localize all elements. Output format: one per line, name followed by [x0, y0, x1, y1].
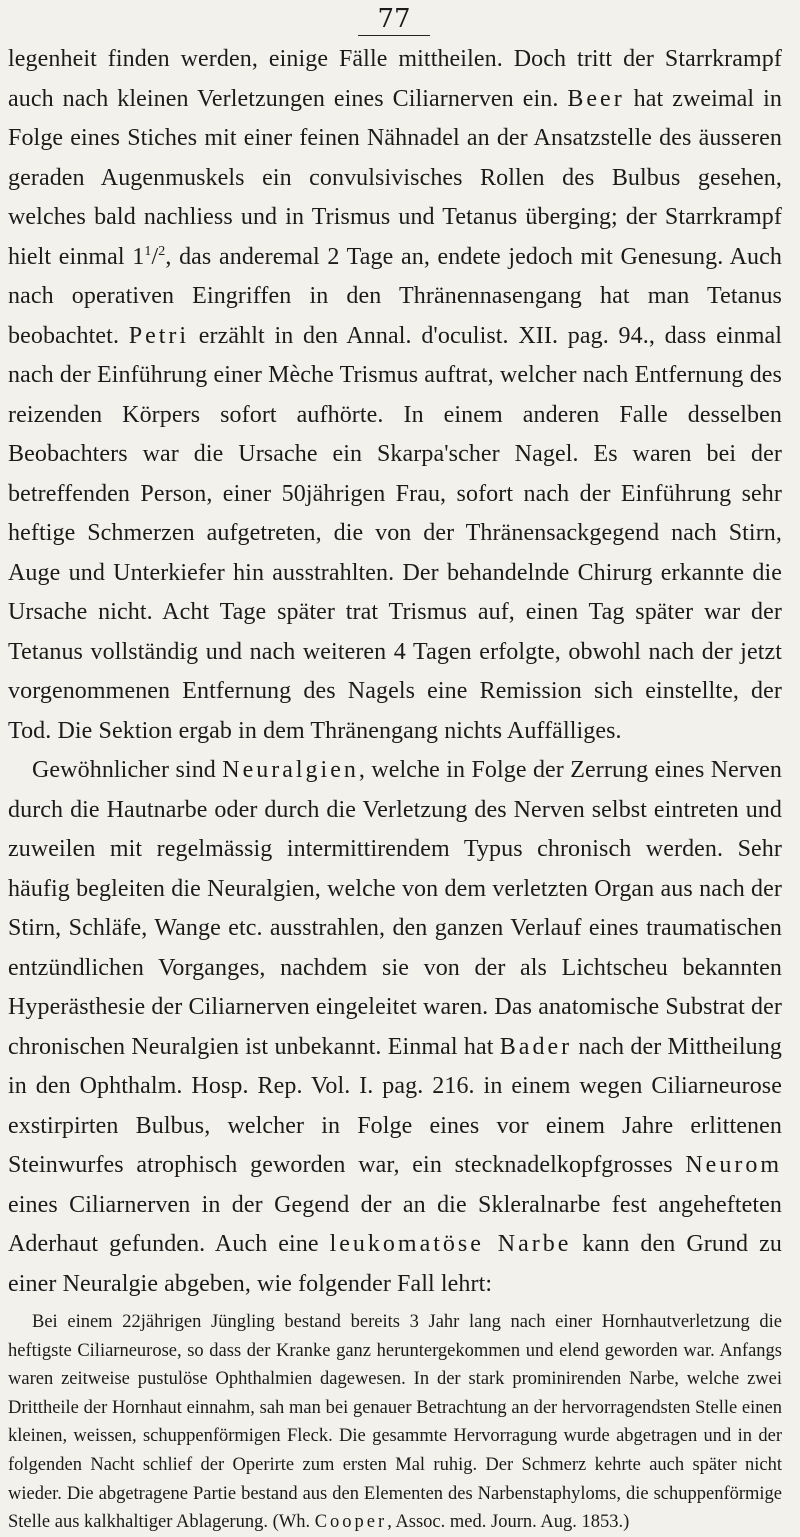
- paragraph-neuralgien: [8, 751, 782, 1304]
- text-run: , welche in Folge der Zerrung eines Nerven durch die Hautnarbe oder durch die Verletzung des Nerven selbst eintreten und zuweilen mit regelmässig intermittirendem Typus chronisch werden. Sehr häufig begleiten die Neuralgien, welche von dem verletzten Organ aus nach der Stirn, Schläfe, Wange etc. ausstrahlen, den ganzen Verlauf eines traumatischen entzündlichen Vorganges, nachdem sie von der als Lichtscheu bekannten Hyperästhesie der Ciliarnerven eingeleitet waren. Das anatomische Substrat der chronischen Neuralgien ist unbekannt. Einmal hat: [8, 757, 782, 1060]
- spaced-name: Beer: [567, 85, 625, 112]
- spaced-name: Bader: [499, 1033, 573, 1060]
- text-run: erzählt in den Annal. d'oculist. XII. pag. 94., dass einmal nach der Einführung einer Mèche Trismus auftrat, welcher nach Entfernung des reizenden Körpers sofort aufhörte. In einem anderen Falle desselben Beobachters war die Ursache ein Skarpa'scher Nagel. Es waren bei der betreffenden Person, einer 50jährigen Frau, sofort nach der Einführung sehr heftige Schmerzen aufgetreten, die von der Thränensackgegend nach Stirn, Auge und Unterkiefer hin ausstrahlten. Der behandelnde Chirurg erkannte die Ursache nicht. Acht Tage später trat Trismus auf, einen Tag später war der Tetanus vollständig und nach weiteren 4 Tagen erfolgte, obwohl nach der jetzt vorgenommenen Entfernung des Nagels eine Remission sich einstellte, der Tod. Die Sektion ergab in dem Thränengang nichts Auffälliges.: [8, 322, 782, 744]
- fraction-digit: 1: [144, 243, 152, 259]
- text-run: nach der Mittheilung in den Ophthalm. Hosp. Rep. Vol. I. pag. 216. in einem wegen Ciliarneurose exstirpirten Bulbus, welcher in Folge eines vor einem Jahre erlittenen Steinwurfes atrophisch geworden war, ein stecknadelkopfgrosses: [8, 1033, 782, 1178]
- text-run: eines Ciliarnerven in der Gegend der an die Skleralnarbe fest angehefteten Aderhaut gefunden. Auch eine: [8, 1191, 782, 1257]
- spaced-name: Cooper: [314, 1512, 388, 1533]
- text-run: /: [151, 243, 159, 270]
- text-run: hat zweimal in Folge eines Stiches mit einer feinen Nähnadel an der Ansatzstelle des äusseren geraden Augenmuskels ein convulsivisches Rollen des Bulbus gesehen, welches bald nachliess und in Trismus und Tetanus überging; der Starrkrampf hielt einmal 1: [8, 85, 783, 270]
- spaced-name: leukomatöse Narbe: [329, 1231, 572, 1257]
- text-run: Bei einem 22jährigen Jüngling bestand bereits 3 Jahr lang nach einer Hornhautverletzung die heftigste Ciliarneurose, so dass der Kranke ganz heruntergekommen und elend geworden war. Anfangs waren zeitweise pustulöse Ophthalmien dagewesen. In der stark prominirenden Narbe, welche zwei Drittheile der Hornhaut einnahm, sah man bei genauer Betrachtung an der hervorragendsten Stelle einen kleinen, weissen, schuppenförmigen Fleck. Die gesammte Hervorragung wurde abgetragen und in der folgenden Nacht schlief der Operirte zum ersten Mal ruhig. Der Schmerz kehrte auch später nicht wieder. Die abgetragene Partie bestand aus den Elementen des Narbenstaphyloms, die schuppenförmige Stelle aus kalkhaltiger Ablagerung. (Wh.: [8, 1312, 782, 1533]
- text-run: kann den Grund zu einer Neuralgie abgeben, wie folgender Fall lehrt:: [8, 1231, 782, 1297]
- text-run: , Assoc. med. Journ. Aug. 1853.): [387, 1512, 630, 1533]
- body-text: [8, 40, 782, 1537]
- case-report-small-print: [8, 1308, 782, 1537]
- spaced-name: Neurom: [685, 1152, 782, 1178]
- spaced-name: Neuralgien: [222, 757, 359, 783]
- page-number: 77: [358, 4, 430, 36]
- text-run: Gewöhnlicher sind: [32, 757, 223, 783]
- paragraph-continued: [8, 40, 782, 751]
- text-run: legenheit finden werden, einige Fälle mittheilen. Doch tritt der Starrkrampf auch nach kleinen Verletzungen eines Ciliarnerven ein.: [8, 46, 782, 112]
- text-run: , das anderemal 2 Tage an, endete jedoch mit Genesung. Auch nach operativen Eingriffen in den Thränennasengang hat man Tetanus beobachtet.: [8, 243, 782, 349]
- fraction-digit: 2: [158, 243, 166, 259]
- spaced-name: Petri: [128, 322, 190, 349]
